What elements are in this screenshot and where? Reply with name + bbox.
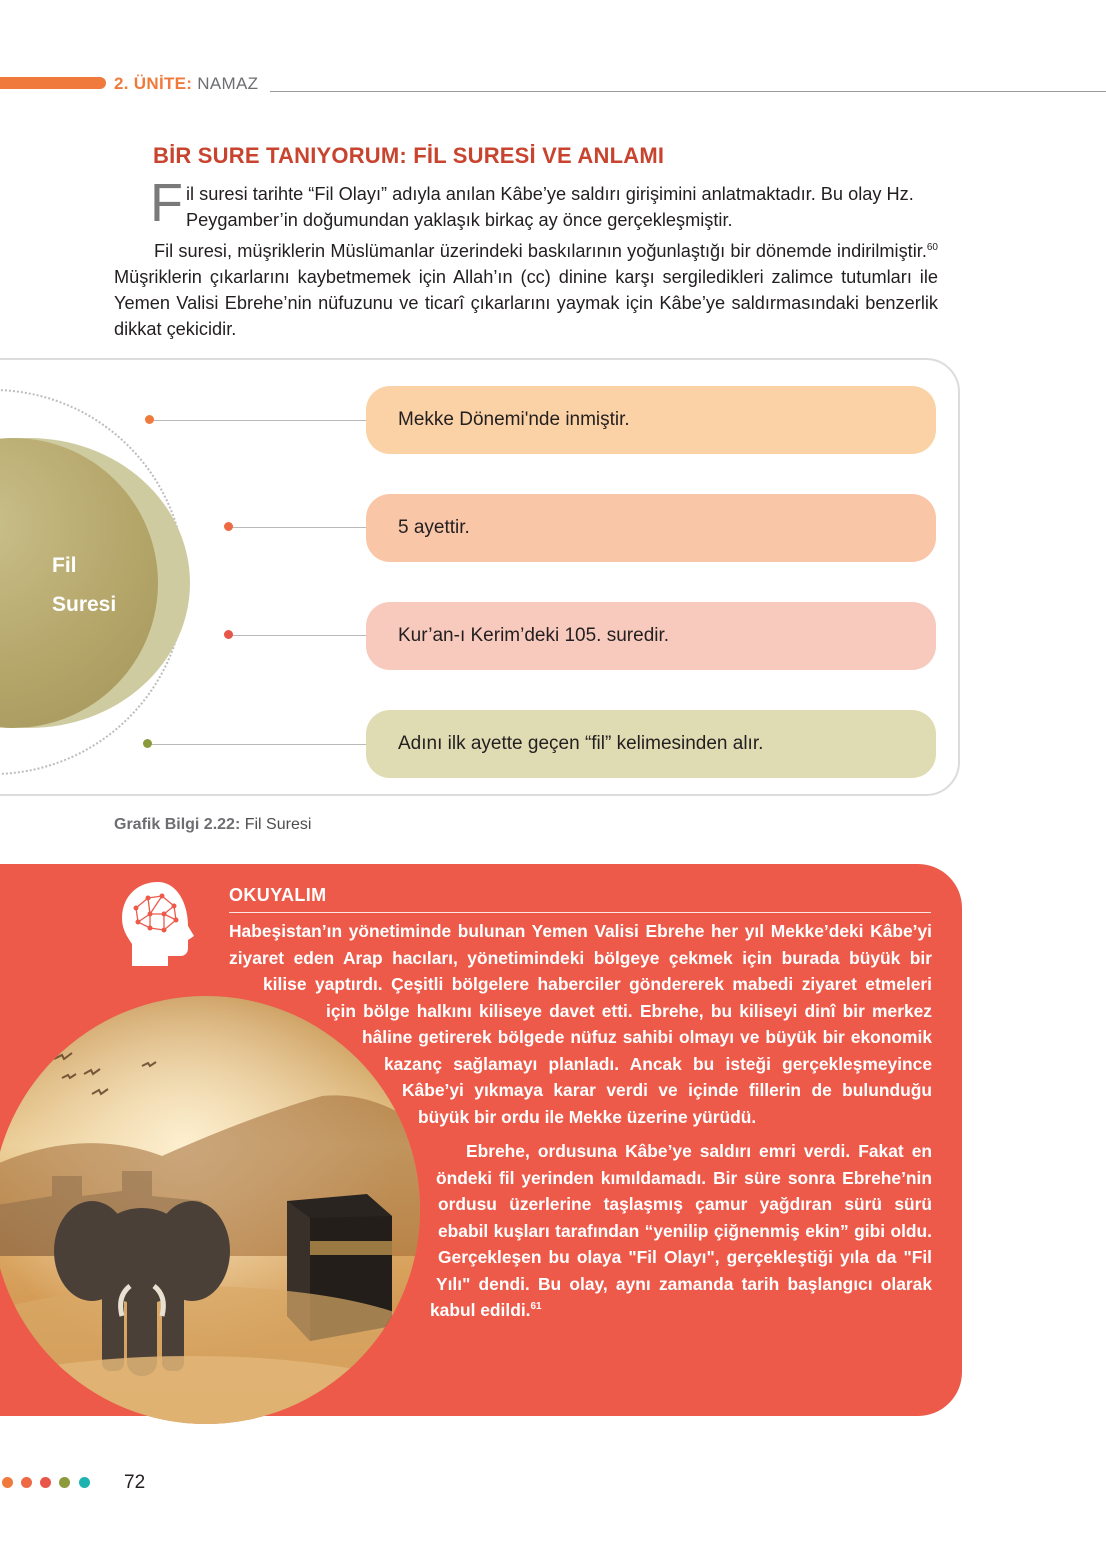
info-pill-text: 5 ayettir. [398, 517, 470, 538]
header-rule [270, 91, 1106, 92]
footer-dot [79, 1477, 90, 1488]
unit-subject: NAMAZ [197, 74, 259, 93]
header-accent-bar [0, 77, 106, 89]
connector-dot-1 [145, 415, 154, 424]
reading-title-rule [229, 912, 931, 913]
footer-dot [21, 1477, 32, 1488]
info-pill-sura-order [366, 602, 936, 670]
footer-dot [40, 1477, 51, 1488]
connector-line-3 [229, 635, 366, 636]
caption-label: Grafik Bilgi 2.22: [114, 816, 241, 833]
center-label-line1: Fil [52, 554, 77, 577]
info-pill-text: Adını ilk ayette geçen “fil” kelimesinden alır. [398, 733, 764, 754]
body-paragraph [114, 238, 938, 342]
reading-text [0, 918, 932, 1377]
caption-text: Fil Suresi [244, 816, 312, 833]
reading-title: OKUYALIM [229, 885, 327, 905]
figure-caption [114, 816, 311, 834]
footnote-ref-61: 61 [530, 1301, 542, 1313]
footer-dot [59, 1477, 70, 1488]
drop-cap: F [150, 173, 183, 233]
unit-header [114, 74, 258, 94]
center-label-line2: Suresi [52, 593, 117, 616]
connector-dot-2 [224, 522, 233, 531]
connector-dot-3 [224, 630, 233, 639]
body-paragraph-part1: Fil suresi, müşriklerin Müslümanlar üzerindeki baskılarının yoğunlaştığı bir dönemde indirilmiştir. [154, 241, 927, 261]
info-pill-verse-count [366, 494, 936, 562]
connector-line-4 [148, 744, 366, 745]
connector-line-1 [150, 420, 366, 421]
footer-dot [2, 1477, 13, 1488]
info-pill-revelation [366, 386, 936, 454]
info-pill-name-origin [366, 710, 936, 778]
footnote-ref-60: 60 [926, 241, 938, 253]
intro-paragraph: il suresi tarihte “Fil Olayı” adıyla anılan Kâbe’ye saldırı girişimini anlatmaktadır. Bu olay Hz. Peygamber’in doğumundan yaklaşık birkaç ay önce gerçekleşmiştir. [186, 184, 914, 230]
center-circle-label [52, 546, 116, 624]
connector-dot-4 [143, 739, 152, 748]
unit-label: 2. ÜNİTE: [114, 74, 193, 93]
reading-paragraph-2-text: Ebrehe, ordusuna Kâbe’ye saldırı emri verdi. Fakat en öndeki fil yerinden kımıldamadı. Bir süre sonra Ebrehe’nin ordusu üzerlerine taşlaşmış çamur yağdıran sürü sürü ebabil kuşları tarafından “yenilip çiğnenmiş ekin” gibi oldu. Gerçekleşen bu olaya "Fil Olayı", gerçekleştiği yıla da "Fil Yılı" dendi. Bu olay, aynı zamanda tarih başlangıcı olarak kabul edildi. [430, 1141, 932, 1320]
section-title: BİR SURE TANIYORUM: FİL SURESİ VE ANLAMI [153, 143, 665, 168]
info-pill-text: Mekke Dönemi'nde inmiştir. [398, 409, 630, 430]
info-pill-text: Kur’an-ı Kerim’deki 105. suredir. [398, 625, 670, 646]
connector-line-2 [229, 527, 366, 528]
body-paragraph-part2: Müşriklerin çıkarlarını kaybetmemek için Allah’ın (cc) dinine karşı sergiledikleri zalimce tutumları ile Yemen Valisi Ebrehe’nin nüfuzunu ve ticarî çıkarlarını yaymak için Kâbe’ye saldırmasındaki benzerlik dikkat çekicidir. [114, 267, 938, 339]
reading-paragraph-1: Habeşistan’ın yönetiminde bulunan Yemen Valisi Ebrehe her yıl Mekke’deki Kâbe’yi ziyaret eden Arap hacıları, yönetimindeki bölgeye çekmek için burada büyük bir kilise yaptırdı. Çeşitli bölgelere haberciler göndererek mabedi ziyaret etmeleri için bölge halkını kiliseye davet etti. Ebrehe, bu kiliseyi dinî bir merkez hâline getirerek bölgede nüfuz sahibi olmayı ve büyük bir ekonomik kazanç sağlamayı planladı. Ancak bu isteği gerçekleşmeyince Kâbe’yi yıkmaya karar verdi ve içinde fillerin de bulunduğu büyük bir ordu ile Mekke üzerine yürüdü. [229, 921, 932, 1127]
page-number: 72 [124, 1472, 146, 1493]
